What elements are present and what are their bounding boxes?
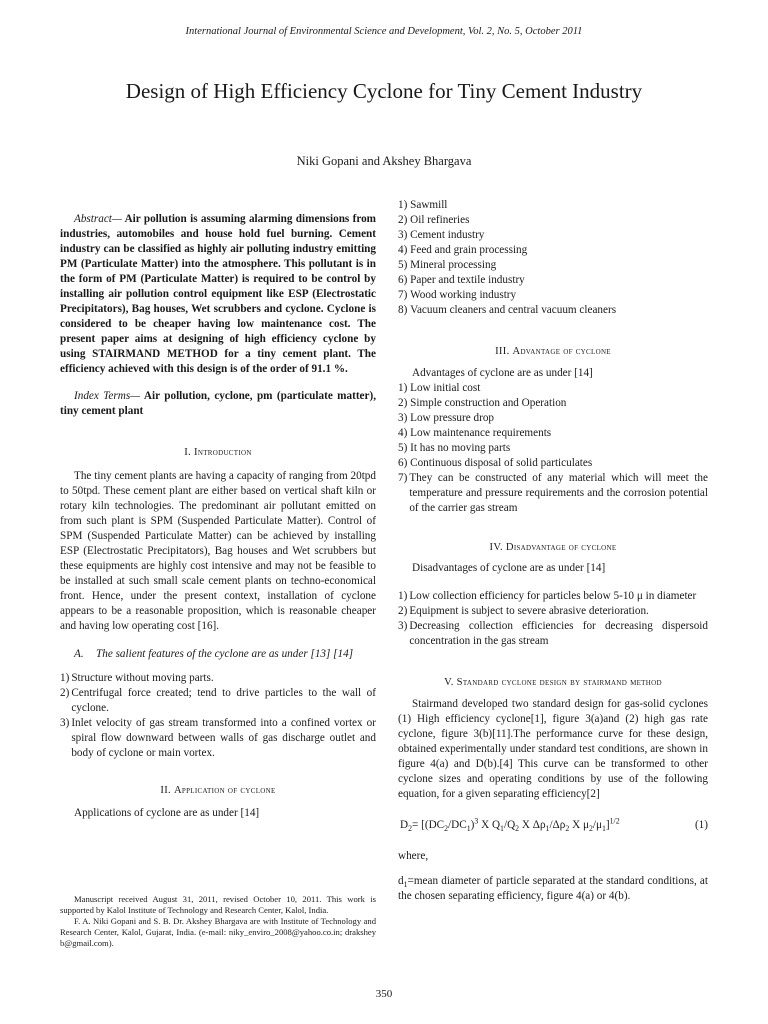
list-text: Low collection efficiency for particles below 5-10 μ in diameter [409, 590, 697, 602]
list-text: Sawmill [410, 199, 448, 211]
section-title: Disadvantage of cyclone [505, 542, 617, 553]
footnote-affiliation: F. A. Niki Gopani and S. B. Dr. Akshey Bhargava are with Institute of Technology and Research Center, Kalol, Gujarat, India. (e-mail: niky_enviro_2008@yahoo.co.in; drakshey b@gmail.com). [60, 916, 376, 948]
list-number: 3) [398, 412, 408, 424]
list-item [60, 671, 376, 686]
list-number: 2) [60, 687, 70, 699]
section-title: Introduction [194, 447, 252, 458]
section-number: V. [444, 677, 454, 688]
page-number: 350 [375, 988, 393, 1000]
section-number: I. [184, 447, 192, 458]
abstract-label: Abstract— [74, 213, 122, 225]
list-text: It has no moving parts [410, 442, 511, 454]
list-text: Decreasing collection efficiencies for decreasing dispersoid concentration in the gas stream [409, 620, 708, 647]
section-heading-application [60, 783, 376, 798]
list-text: Centrifugal force created; tend to drive particles to the wall of cyclone. [71, 687, 376, 714]
list-number: 3) [398, 229, 408, 241]
equation-formula: $D_2= [(DC_2/DC_1)^3$ X $Q_1/Q_2$ X $\Delta\rho_1/\Delta\rho_2$ X $\mu_2/\mu_1]^{1/2}$ [400, 816, 620, 834]
application-intro: Applications of cyclone are as under [14] [74, 807, 260, 819]
list-text: Simple construction and Operation [410, 397, 567, 409]
list-item [398, 426, 708, 441]
list-text: They can be constructed of any material which will meet the temperature and pressure requirements and the corrosion potential of the carrier gas stream [409, 472, 708, 514]
section-heading-stairmand [398, 675, 708, 690]
list-text: Feed and grain processing [410, 244, 528, 256]
list-number: 5) [398, 442, 408, 454]
list-item [398, 589, 708, 604]
list-text: Low pressure drop [410, 412, 495, 424]
list-number: 4) [398, 244, 408, 256]
disadvantages-list [398, 589, 708, 649]
list-number: 1) [60, 672, 70, 684]
subsection-label: A. [74, 648, 84, 660]
equation [398, 818, 708, 833]
where-label: where, [398, 850, 429, 862]
list-text: Cement industry [410, 229, 485, 241]
list-number: 3) [398, 620, 408, 632]
list-text: Vacuum cleaners and central vacuum cleaners [410, 304, 617, 316]
introduction-paragraph: The tiny cement plants are having a capacity of ranging from 20tpd to 50tpd. These cement plant are either based on vertical shaft kiln or rotary kiln technologies. The predominant air pollutant emitted on from such plant is SPM (Suspended Particulate Matter). Control of SPM (Suspended Particulate Matter) can be achieved by installing ESP (Electrostatic Precipitators), Bag houses and Wet scrubbers but these equipments are highly cost intensive and may not be feasible to be installed at such small scale cement plants on techno-economical front. Hence, under the present context, installation of cyclone appears to be a reasonable proposition, which is reasonable cheaper and having low operating cost [16]. [60, 470, 376, 632]
list-number: 7) [398, 472, 408, 484]
list-number: 2) [398, 214, 408, 226]
list-item [398, 396, 708, 411]
list-number: 8) [398, 304, 408, 316]
definition-text: =mean diameter of particle separated at the standard conditions, at the chosen separating efficiency, figure 4(a) or 4(b). [398, 875, 708, 902]
list-item [398, 303, 708, 318]
subsection-heading-a [60, 647, 376, 662]
list-number: 7) [398, 289, 408, 301]
advantages-list [398, 381, 708, 516]
list-item [398, 198, 708, 213]
list-text: Structure without moving parts. [71, 672, 214, 684]
abstract [60, 212, 376, 377]
list-item [398, 456, 708, 471]
list-item [60, 686, 376, 716]
list-text: Oil refineries [410, 214, 470, 226]
list-item [398, 273, 708, 288]
list-item [398, 441, 708, 456]
variable-symbol: $d_1$ [398, 875, 408, 890]
section-title: Standard cyclone design by stairmand method [456, 677, 662, 688]
list-item [398, 258, 708, 273]
list-item [398, 619, 708, 649]
features-list [60, 671, 376, 761]
list-text: Low maintenance requirements [410, 427, 552, 439]
list-number: 5) [398, 259, 408, 271]
list-number: 6) [398, 457, 408, 469]
section-heading-introduction [60, 445, 376, 460]
list-item [398, 381, 708, 396]
section-number: III. [495, 346, 510, 357]
index-terms-label: Index Terms— [74, 390, 141, 402]
section-number: II. [160, 785, 172, 796]
journal-header: International Journal of Environmental Science and Development, Vol. 2, No. 5, October 2011 [185, 26, 583, 37]
section-title: Application of cyclone [173, 785, 276, 796]
list-number: 1) [398, 590, 408, 602]
list-text: Wood working industry [410, 289, 517, 301]
list-text: Inlet velocity of gas stream transformed into a confined vortex or spiral flow downward between walls of gas discharge outlet and body of cyclone or main vortex. [71, 717, 376, 759]
equation-number: (1) [694, 819, 708, 831]
disadvantage-intro: Disadvantages of cyclone are as under [14] [412, 562, 606, 574]
section-title: Advantage of cyclone [512, 346, 611, 357]
list-item [398, 228, 708, 243]
list-number: 4) [398, 427, 408, 439]
list-item [398, 288, 708, 303]
list-item [398, 471, 708, 516]
list-number: 2) [398, 397, 408, 409]
right-column [398, 198, 708, 904]
stairmand-paragraph: Stairmand developed two standard design for gas-solid cyclones (1) High efficiency cyclone[1], figure 3(a)and (2) high gas rate cyclone, figure 3(b)[11].The performance curve for these design, obtained experimentally under standard test conditions, are shown in figure 4(a) and D(b).[4] This curve can be transformed to other cyclone sizes and operating conditions by use of the following equation, for a given separating efficiency[2] [398, 698, 708, 800]
index-terms [60, 389, 376, 419]
list-number: 1) [398, 199, 408, 211]
advantage-intro: Advantages of cyclone are as under [14] [412, 367, 593, 379]
list-number: 3) [60, 717, 70, 729]
list-number: 2) [398, 605, 408, 617]
list-item [398, 243, 708, 258]
left-column [60, 212, 376, 821]
applications-list [398, 198, 708, 318]
footnote [60, 894, 376, 949]
list-item [398, 604, 708, 619]
subsection-title: The salient features of the cyclone are as under [13] [14] [96, 648, 354, 660]
list-text: Continuous disposal of solid particulates [410, 457, 593, 469]
list-text: Low initial cost [410, 382, 481, 394]
paper-authors: Niki Gopani and Akshey Bhargava [296, 154, 472, 168]
paper-title: Design of High Efficiency Cyclone for Tiny Cement Industry [125, 79, 643, 103]
list-text: Mineral processing [410, 259, 497, 271]
list-item [60, 716, 376, 761]
list-item [398, 411, 708, 426]
variable-definition [398, 874, 708, 904]
list-number: 1) [398, 382, 408, 394]
abstract-text: Air pollution is assuming alarming dimensions from industries, automobiles and house hold fuel burning. Cement industry can be classified as highly air polluting industry emitting PM (Particulate Matter) into the atmosphere. This pollutant is in the form of PM (Particulate Matter) is required to be control by installing air pollution control equipment like ESP (Electrostatic Precipitators), Bag houses, Wet scrubbers and cyclone. Cyclone is considered to be cheaper having low maintenance cost. The present paper aims at designing of high efficiency cyclone by using STAIRMAND METHOD for a tiny cement plant. The efficiency achieved with this design is of the order of 91.1 %. [60, 213, 376, 375]
footnote-manuscript: Manuscript received August 31, 2011, revised October 10, 2011. This work is supported by Kalol Institute of Technology and Research Center, Kalol, India. [60, 894, 376, 915]
list-number: 6) [398, 274, 408, 286]
list-text: Paper and textile industry [410, 274, 525, 286]
list-item [398, 213, 708, 228]
section-number: IV. [489, 542, 503, 553]
section-heading-disadvantage [398, 540, 708, 555]
list-text: Equipment is subject to severe abrasive deterioration. [409, 605, 649, 617]
section-heading-advantage [398, 344, 708, 359]
index-terms-text: Air pollution, cyclone, pm (particulate matter), tiny cement plant [60, 390, 376, 417]
